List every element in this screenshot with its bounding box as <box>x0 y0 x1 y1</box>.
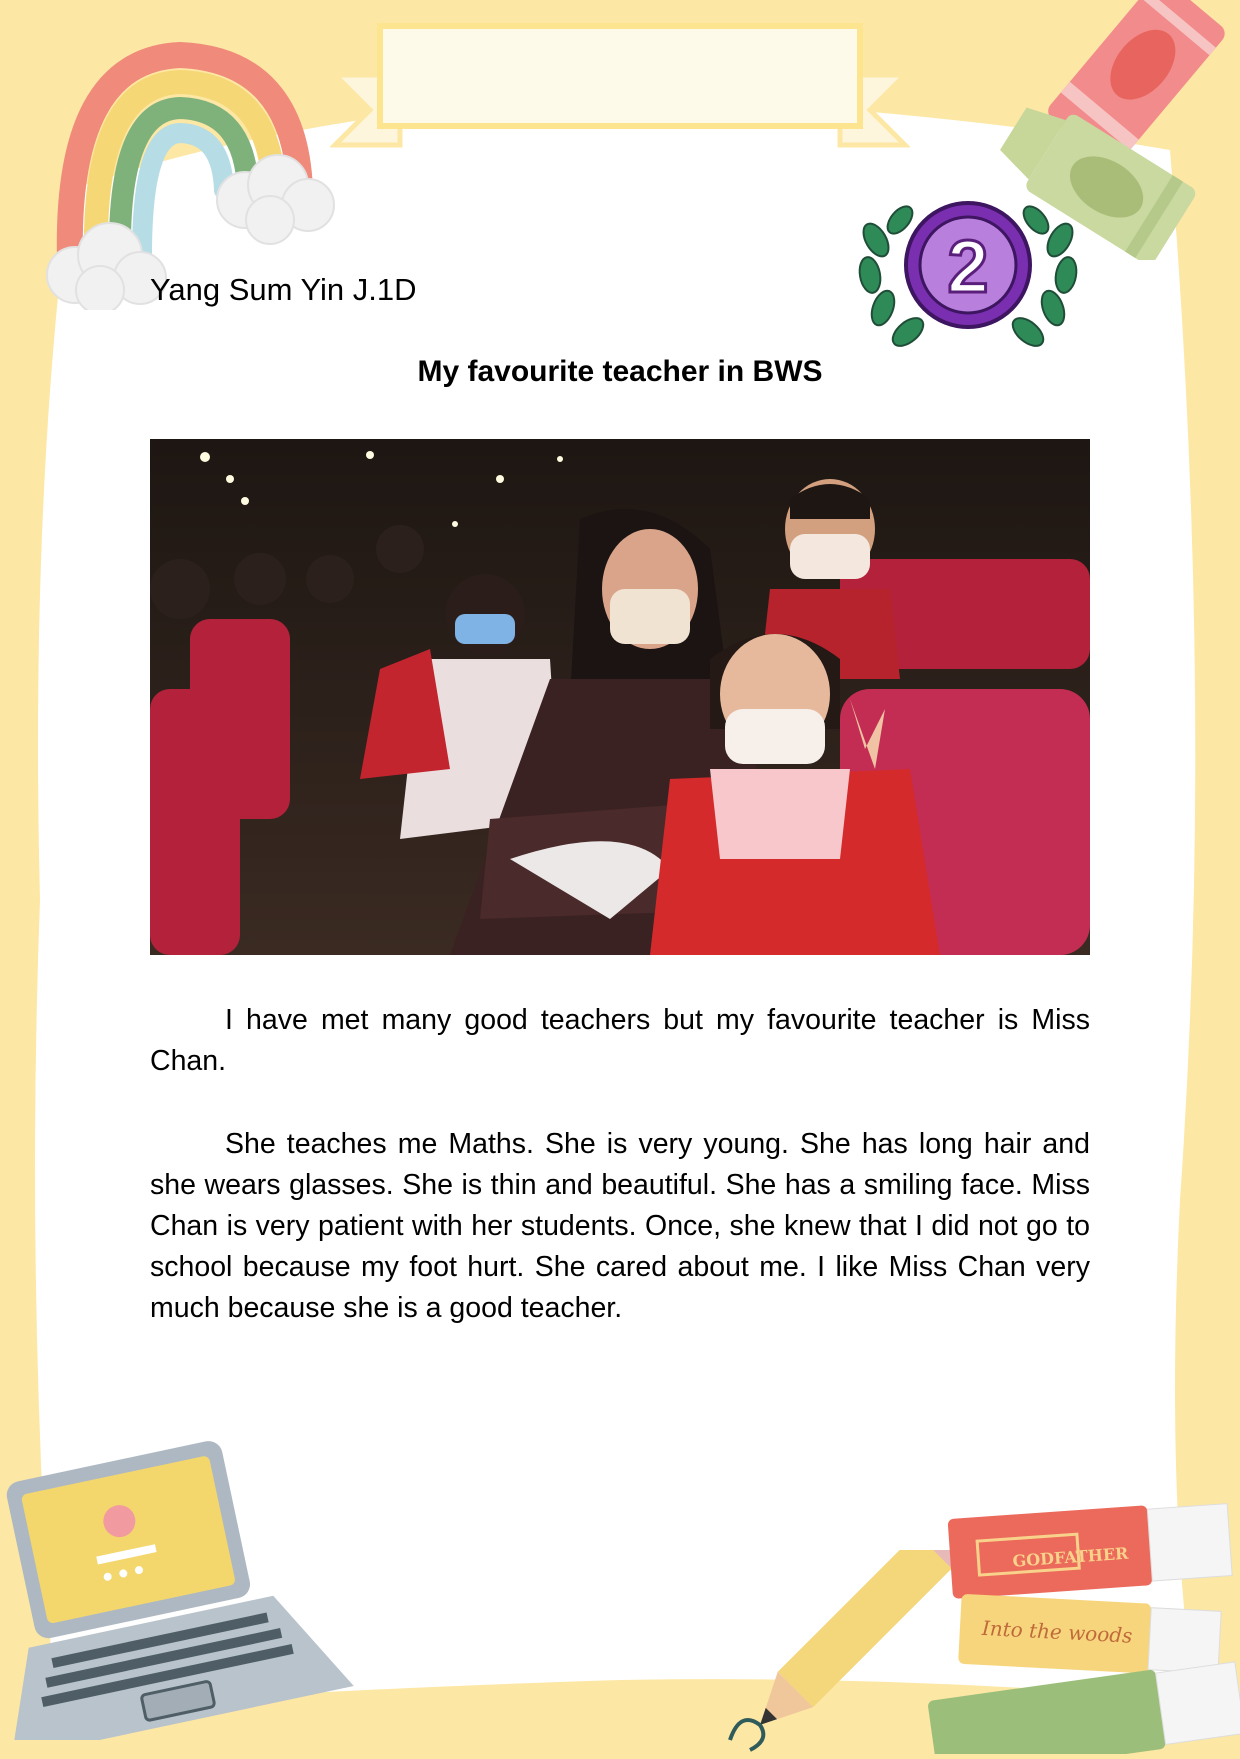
essay-body <box>150 1000 1090 1371</box>
rainbow-decoration <box>40 40 360 310</box>
laptop-decoration <box>0 1440 360 1740</box>
class-photo <box>150 439 1090 955</box>
book-title-2: Into the woods <box>981 1615 1134 1648</box>
rank-badge <box>848 180 1088 360</box>
book-title-1: GODFATHER <box>1011 1543 1129 1571</box>
paragraph-1: I have met many good teachers but my favourite teacher is Miss Chan. <box>150 1004 1090 1077</box>
page-title: My favourite teacher in BWS <box>417 355 823 388</box>
books-decoration <box>920 1490 1240 1754</box>
rank-number: 2 <box>947 224 989 308</box>
ribbon-banner <box>330 20 910 150</box>
author-name: Yang Sum Yin J.1D <box>150 272 417 307</box>
paragraph-2: She teaches me Maths. She is very young. She has long hair and she wears glasses. She is thin and beautiful. She has a smiling face. Miss Chan is very patient with her students. Once, she knew that I did not go to school because my foot hurt. She cared about me. I like Miss Chan very much because she is a good teacher. <box>150 1128 1090 1324</box>
